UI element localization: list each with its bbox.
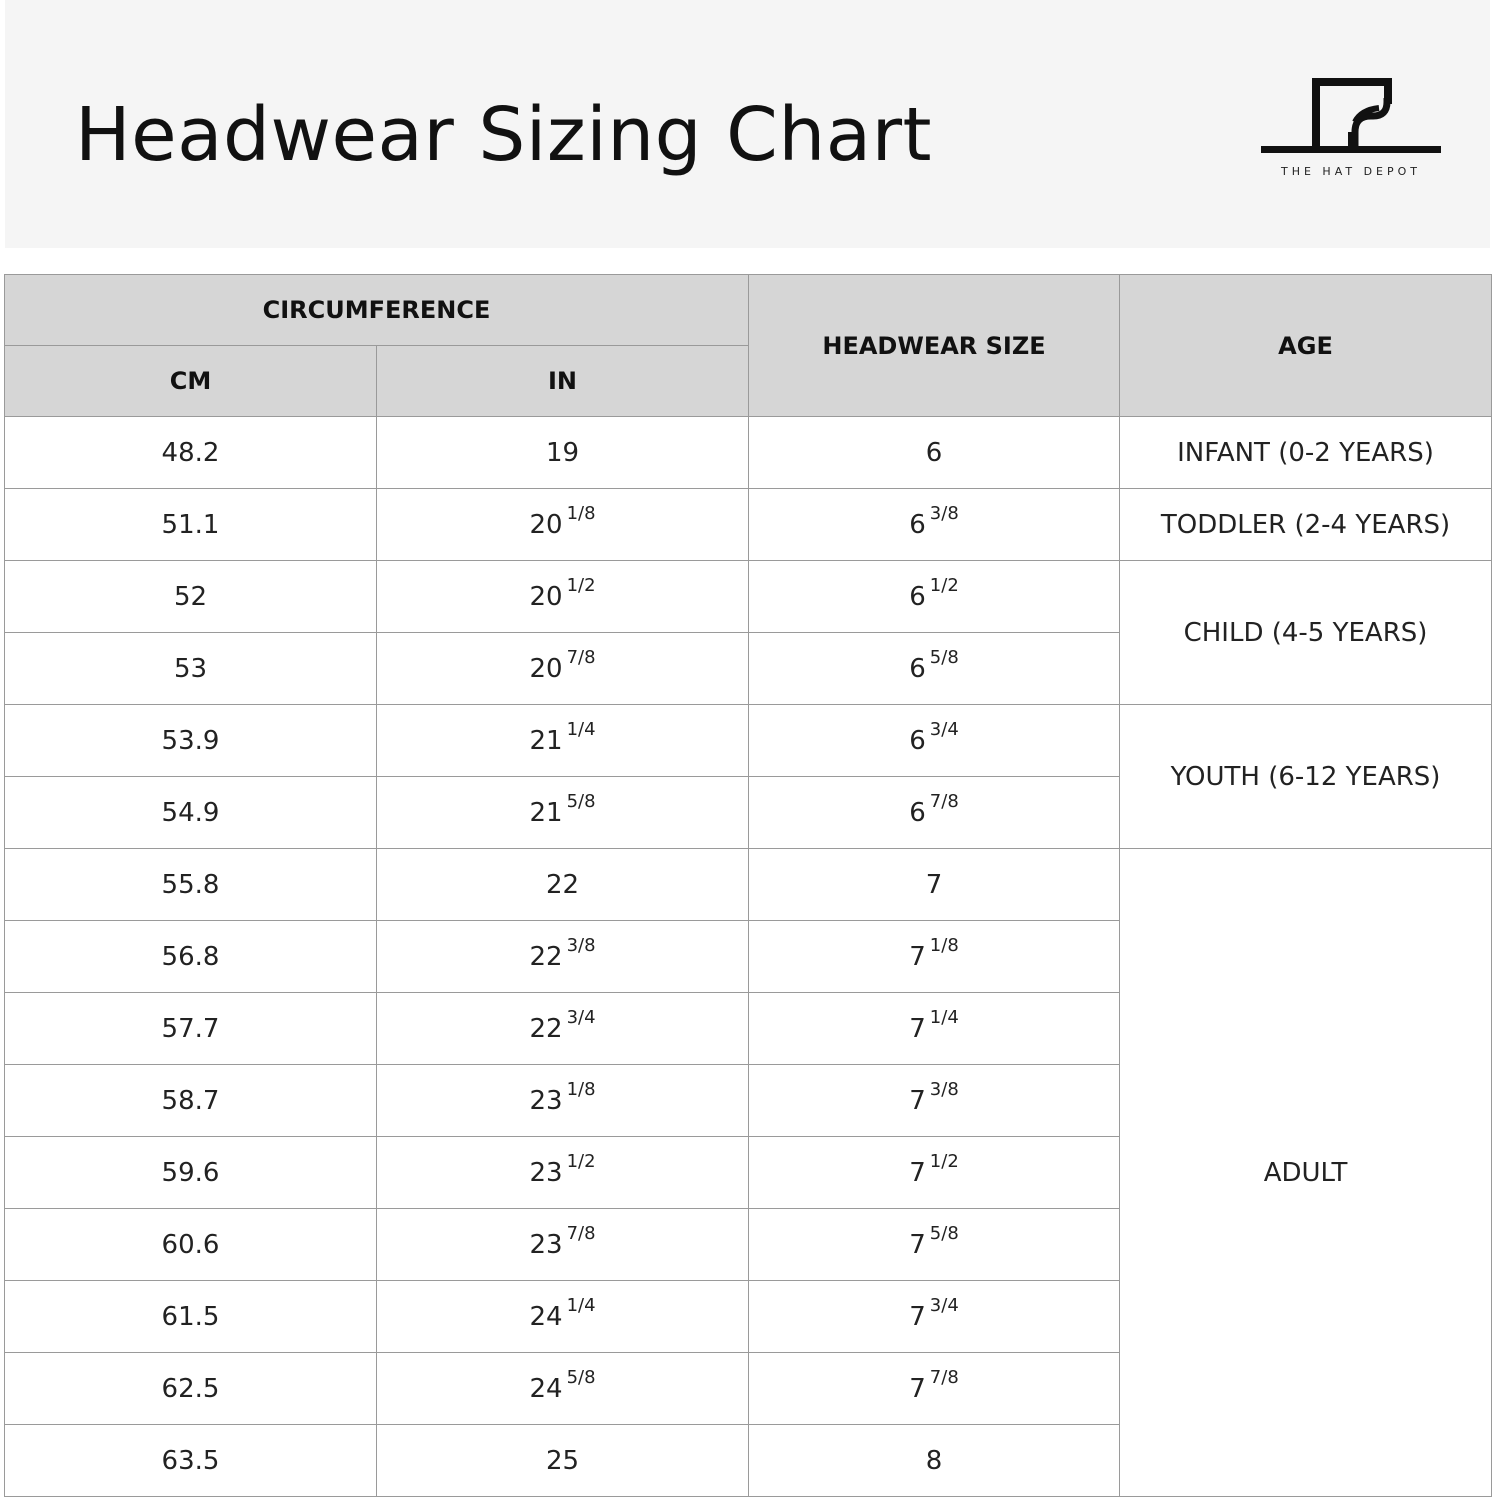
sizing-table [4,274,1492,1497]
cm-cell: 53.9 [5,705,377,777]
in-whole: 23 [529,1085,563,1116]
size-whole: 8 [925,1445,943,1476]
size-fraction: 1/4 [929,1006,959,1028]
in-cell [377,705,749,777]
table-body [5,417,1492,1497]
in-cell [377,1065,749,1137]
age-cell: CHILD (4-5 YEARS) [1120,561,1492,705]
in-cell [377,633,749,705]
cm-cell: 61.5 [5,1281,377,1353]
in-fraction: 1/8 [566,502,596,524]
headwear-size-cell [749,417,1120,489]
headwear-size-cell [749,1425,1120,1497]
table-row [5,849,1492,921]
size-fraction: 5/8 [929,646,959,668]
size-fraction: 3/4 [929,718,959,740]
in-fraction: 5/8 [566,790,596,812]
in-whole: 21 [529,797,563,828]
size-fraction: 5/8 [929,1222,959,1244]
in-fraction: 1/2 [566,1150,596,1172]
headwear-size-header: HEADWEAR SIZE [749,275,1120,417]
in-cell [377,489,749,561]
in-cell [377,993,749,1065]
in-whole: 20 [529,581,563,612]
size-fraction: 1/2 [929,1150,959,1172]
headwear-size-cell [749,777,1120,849]
in-whole: 23 [529,1229,563,1260]
size-whole: 6 [909,797,926,828]
in-whole: 22 [529,941,563,972]
headwear-size-cell [749,1209,1120,1281]
in-fraction: 1/8 [566,1078,596,1100]
cm-cell: 59.6 [5,1137,377,1209]
size-fraction: 7/8 [929,790,959,812]
circumference-header: CIRCUMFERENCE [5,275,749,346]
age-cell: INFANT (0-2 YEARS) [1120,417,1492,489]
age-cell: YOUTH (6-12 YEARS) [1120,705,1492,849]
size-whole: 7 [925,869,943,900]
size-whole: 7 [909,1301,926,1332]
cm-cell: 56.8 [5,921,377,993]
size-whole: 7 [909,941,926,972]
in-cell [377,1209,749,1281]
in-fraction: 7/8 [566,1222,596,1244]
size-fraction: 1/8 [929,934,959,956]
in-cell [377,417,749,489]
size-whole: 7 [909,1157,926,1188]
in-fraction: 5/8 [566,1366,596,1388]
in-cell [377,1281,749,1353]
in-fraction: 3/8 [566,934,596,956]
in-cell [377,921,749,993]
size-whole: 7 [909,1229,926,1260]
cm-cell: 55.8 [5,849,377,921]
headwear-size-cell [749,993,1120,1065]
in-whole: 20 [529,653,563,684]
headwear-size-cell [749,921,1120,993]
cm-cell: 51.1 [5,489,377,561]
cm-cell: 63.5 [5,1425,377,1497]
size-fraction: 7/8 [929,1366,959,1388]
page-title: Headwear Sizing Chart [75,92,933,178]
headwear-size-cell [749,1281,1120,1353]
size-whole: 7 [909,1013,926,1044]
age-cell: TODDLER (2-4 YEARS) [1120,489,1492,561]
in-whole: 19 [545,437,580,468]
cm-cell: 62.5 [5,1353,377,1425]
in-whole: 22 [545,869,580,900]
size-whole: 6 [909,725,926,756]
in-cell [377,777,749,849]
size-whole: 7 [909,1085,926,1116]
size-fraction: 3/4 [929,1294,959,1316]
in-fraction: 1/2 [566,574,596,596]
header-banner [5,0,1490,248]
in-whole: 24 [529,1373,563,1404]
cm-cell: 52 [5,561,377,633]
size-whole: 6 [925,437,943,468]
age-cell: ADULT [1120,849,1492,1497]
table-row [5,705,1492,777]
in-cell [377,849,749,921]
size-fraction: 3/8 [929,1078,959,1100]
headwear-size-cell [749,1137,1120,1209]
table-row [5,417,1492,489]
in-fraction: 1/4 [566,1294,596,1316]
in-whole: 23 [529,1157,563,1188]
in-fraction: 7/8 [566,646,596,668]
headwear-size-cell [749,489,1120,561]
headwear-size-cell [749,633,1120,705]
age-header: AGE [1120,275,1492,417]
in-whole: 24 [529,1301,563,1332]
cm-cell: 60.6 [5,1209,377,1281]
size-whole: 6 [909,653,926,684]
brand-logo [1255,70,1447,180]
brand-name: THE HAT DEPOT [1280,165,1422,178]
in-cell [377,1353,749,1425]
table-row [5,561,1492,633]
headwear-size-cell [749,1065,1120,1137]
in-whole: 25 [545,1445,580,1476]
size-whole: 6 [909,509,926,540]
headwear-size-cell [749,705,1120,777]
cm-cell: 57.7 [5,993,377,1065]
in-whole: 20 [529,509,563,540]
in-cell [377,1425,749,1497]
cm-cell: 53 [5,633,377,705]
cm-header: CM [5,346,377,417]
in-fraction: 1/4 [566,718,596,740]
headwear-size-cell [749,561,1120,633]
in-cell [377,561,749,633]
size-whole: 6 [909,581,926,612]
in-fraction: 3/4 [566,1006,596,1028]
in-whole: 21 [529,725,563,756]
headwear-size-cell [749,849,1120,921]
in-cell [377,1137,749,1209]
cm-cell: 54.9 [5,777,377,849]
headwear-size-cell [749,1353,1120,1425]
size-fraction: 1/2 [929,574,959,596]
in-header: IN [377,346,749,417]
in-whole: 22 [529,1013,563,1044]
size-whole: 7 [909,1373,926,1404]
cm-cell: 58.7 [5,1065,377,1137]
hat-logo-icon [1255,70,1447,160]
size-fraction: 3/8 [929,502,959,524]
table-row [5,489,1492,561]
cm-cell: 48.2 [5,417,377,489]
